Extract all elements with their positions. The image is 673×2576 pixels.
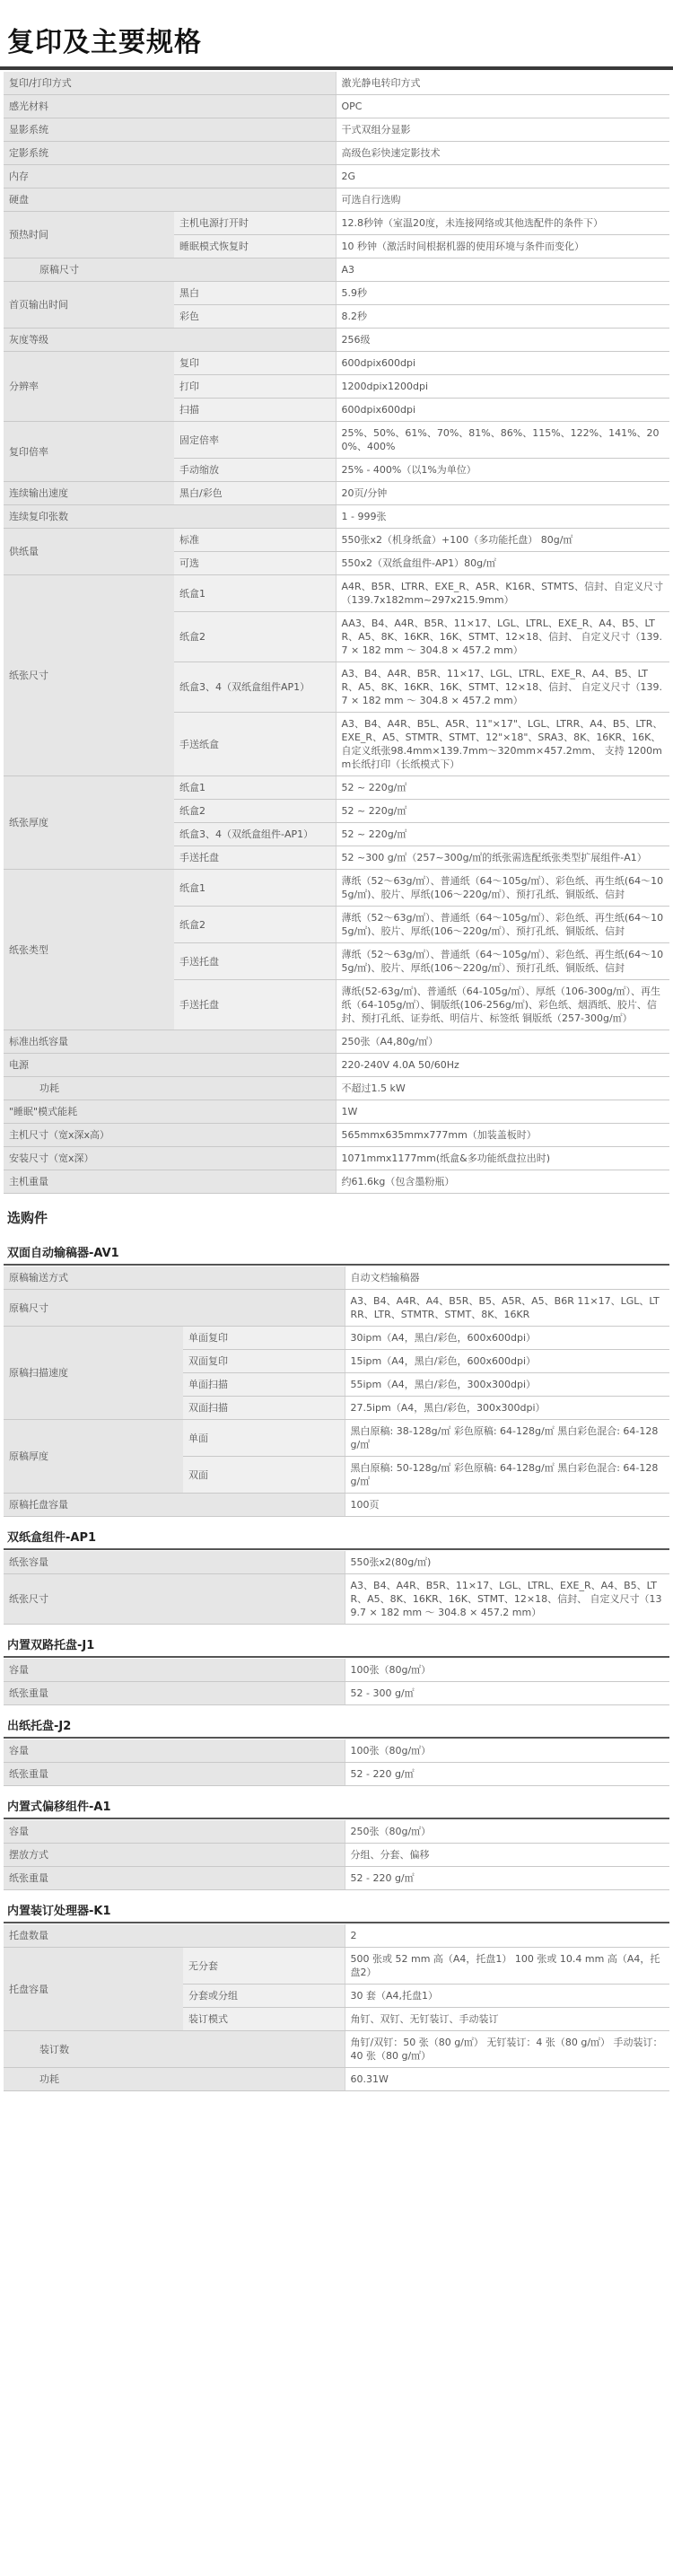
- spec-sublabel: 纸盒1: [174, 870, 336, 907]
- spec-label: 原稿托盘容量: [4, 1494, 345, 1517]
- spec-sublabel: 装订模式: [183, 2008, 345, 2031]
- spec-value: 500 张或 52 mm 高（A4，托盘1） 100 张或 10.4 mm 高（A4，托盘2）: [345, 1948, 669, 1985]
- spec-row: [4, 282, 669, 305]
- spec-value: 不超过1.5 kW: [336, 1077, 669, 1100]
- spec-value: 52 - 220 g/㎡: [345, 1763, 669, 1786]
- section-divider: [4, 1264, 669, 1266]
- spec-value: 100张（80g/㎡）: [345, 1659, 669, 1682]
- spec-value: 100页: [345, 1494, 669, 1517]
- spec-row: [4, 1327, 669, 1350]
- spec-value: 550张x2(80g/㎡): [345, 1551, 669, 1574]
- spec-value: 55ipm（A4，黑白/彩色，300x300dpi）: [345, 1373, 669, 1397]
- main-spec-table: [4, 72, 669, 1194]
- spec-row: [4, 1030, 669, 1054]
- spec-sublabel: 固定倍率: [174, 422, 336, 459]
- spec-label: 功耗: [4, 1077, 336, 1100]
- spec-label: 连续复印张数: [4, 505, 336, 529]
- spec-sublabel: 分套或分组: [183, 1985, 345, 2008]
- spec-sublabel: 纸盒2: [174, 612, 336, 662]
- spec-row: [4, 212, 669, 235]
- spec-row: [4, 482, 669, 505]
- spec-sublabel: 双面扫描: [183, 1397, 345, 1420]
- adf-table: [4, 1266, 669, 1517]
- spec-sublabel: 手送托盘: [174, 943, 336, 980]
- spec-label: 标准出纸容量: [4, 1030, 336, 1054]
- spec-value: 1W: [336, 1100, 669, 1124]
- spec-label: 电源: [4, 1054, 336, 1077]
- spec-row: [4, 1147, 669, 1170]
- spec-row: [4, 1820, 669, 1844]
- spec-sublabel: 标准: [174, 529, 336, 552]
- spec-sublabel: 手送纸盒: [174, 713, 336, 776]
- spec-row: [4, 1659, 669, 1682]
- spec-label: 摆放方式: [4, 1844, 345, 1867]
- spec-sublabel: 双面: [183, 1457, 345, 1494]
- spec-value: 250张（A4,80g/㎡）: [336, 1030, 669, 1054]
- spec-label: 显影系统: [4, 118, 336, 142]
- spec-value: 25%、50%、61%、70%、81%、86%、115%、122%、141%、200%、400%: [336, 422, 669, 459]
- spec-row: [4, 118, 669, 142]
- spec-sublabel: 纸盒3、4（双纸盒组件-AP1）: [174, 823, 336, 846]
- spec-sublabel: 手动缩放: [174, 459, 336, 482]
- spec-value: 25% - 400%（以1%为单位）: [336, 459, 669, 482]
- output-tray-table: [4, 1739, 669, 1786]
- spec-row: [4, 188, 669, 212]
- spec-row: [4, 1867, 669, 1890]
- spec-value: A4R、B5R、LTRR、EXE_R、A5R、K16R、STMTS、信封、自定义尺寸（139.7x182mm~297x215.9mm）: [336, 575, 669, 612]
- spec-sublabel: 黑白: [174, 282, 336, 305]
- spec-value: 100张（80g/㎡）: [345, 1739, 669, 1763]
- spec-value: A3、B4、A4R、A4、B5R、B5、A5R、A5、B6R 11×17、LGL、LTRR、LTR、STMTR、STMT、8K、16KR: [345, 1290, 669, 1327]
- adf-heading: 双面自动输稿器-AV1: [7, 1247, 119, 1260]
- spec-value: 550张x2（机身纸盒）+100（多功能托盘） 80g/㎡: [336, 529, 669, 552]
- spec-value: 12.8秒钟（室温20度，未连接网络或其他选配件的条件下）: [336, 212, 669, 235]
- page-title: 复印及主要规格: [7, 27, 202, 58]
- spec-value: 52 ~300 g/㎡（257~300g/㎡的纸张需选配纸张类型扩展组件-A1）: [336, 846, 669, 870]
- spec-row: [4, 2068, 669, 2091]
- spec-row: [4, 776, 669, 800]
- spec-value: 250张（80g/㎡）: [345, 1820, 669, 1844]
- spec-label: 分辨率: [4, 352, 174, 422]
- section-divider: [4, 1737, 669, 1739]
- spec-label: 装订数: [4, 2031, 345, 2068]
- spec-value: 薄纸（52～63g/㎡）、普通纸（64～105g/㎡）、彩色纸、再生纸(64～105g/㎡)、胶片、厚纸(106～220g/㎡）、预打孔纸、铜版纸、信封: [336, 907, 669, 943]
- inner-duplex-table: [4, 1659, 669, 1705]
- spec-value: 20页/分钟: [336, 482, 669, 505]
- spec-value: 1 - 999张: [336, 505, 669, 529]
- spec-label: 原稿厚度: [4, 1420, 183, 1494]
- spec-row: [4, 1494, 669, 1517]
- spec-row: [4, 1739, 669, 1763]
- spec-value: 干式双组分显影: [336, 118, 669, 142]
- spec-value: 角钉/双钉：50 张（80 g/㎡） 无钉装订：4 张（80 g/㎡） 手动装订：40 张（80 g/㎡）: [345, 2031, 669, 2068]
- spec-value: 薄纸(52-63g/㎡)、普通纸（64-105g/㎡）、厚纸（106-300g/㎡）、再生纸（64-105g/㎡）、铜版纸(106-256g/㎡)、彩色纸、烟酒纸、胶片、信封、预打孔纸、证券纸、明信片、标签纸 铜版纸（257-300g/㎡）: [336, 980, 669, 1030]
- spec-sublabel: 纸盒1: [174, 575, 336, 612]
- spec-label: 连续输出速度: [4, 482, 174, 505]
- spec-label: 纸张尺寸: [4, 575, 174, 776]
- spec-row: [4, 1844, 669, 1867]
- spec-sublabel: 纸盒3、4（双纸盒组件AP1）: [174, 662, 336, 713]
- spec-row: [4, 258, 669, 282]
- spec-sublabel: 扫描: [174, 399, 336, 422]
- spec-row: [4, 1054, 669, 1077]
- spec-label: 感光材料: [4, 95, 336, 118]
- spec-label: 纸张厚度: [4, 776, 174, 870]
- spec-label: 原稿尺寸: [4, 258, 336, 282]
- spec-row: [4, 142, 669, 165]
- spec-sublabel: 无分套: [183, 1948, 345, 1985]
- spec-sublabel: 纸盒2: [174, 800, 336, 823]
- spec-value: 可选自行选购: [336, 188, 669, 212]
- spec-value: OPC: [336, 95, 669, 118]
- spec-label: 硬盘: [4, 188, 336, 212]
- spec-value: 分组、分套、偏移: [345, 1844, 669, 1867]
- spec-sublabel: 黑白/彩色: [174, 482, 336, 505]
- spec-value: AA3、B4、A4R、B5R、11×17、LGL、LTRL、EXE_R、A4、B5、LTR、A5、8K、16KR、16K、STMT、12×18、信封、 自定义尺寸（139.7 × 182 mm ～ 304.8 × 457.2 mm）: [336, 612, 669, 662]
- spec-sublabel: 彩色: [174, 305, 336, 329]
- spec-value: 自动文档输稿器: [345, 1266, 669, 1290]
- spec-row: [4, 1682, 669, 1705]
- spec-value: 52 ~ 220g/㎡: [336, 823, 669, 846]
- spec-value: 52 ~ 220g/㎡: [336, 776, 669, 800]
- spec-value: 52 ~ 220g/㎡: [336, 800, 669, 823]
- spec-value: 10 秒钟（激活时间根据机器的使用环境与条件而变化）: [336, 235, 669, 258]
- spec-label: 纸张重量: [4, 1682, 345, 1705]
- spec-value: 30 套（A4,托盘1）: [345, 1985, 669, 2008]
- spec-value: 256级: [336, 329, 669, 352]
- spec-label: 容量: [4, 1820, 345, 1844]
- spec-sublabel: 打印: [174, 375, 336, 399]
- spec-label: 容量: [4, 1739, 345, 1763]
- spec-row: [4, 1100, 669, 1124]
- spec-label: 安装尺寸（宽x深）: [4, 1147, 336, 1170]
- spec-row: [4, 1170, 669, 1194]
- spec-label: 纸张类型: [4, 870, 174, 1030]
- spec-value: 激光静电转印方式: [336, 72, 669, 95]
- spec-sublabel: 可选: [174, 552, 336, 575]
- spec-row: [4, 529, 669, 552]
- spec-row: [4, 1290, 669, 1327]
- spec-row: [4, 1924, 669, 1948]
- spec-row: [4, 165, 669, 188]
- section-divider: [4, 1922, 669, 1923]
- spec-label: 主机重量: [4, 1170, 336, 1194]
- spec-sublabel: 单面: [183, 1420, 345, 1457]
- spec-sublabel: 手送托盘: [174, 846, 336, 870]
- spec-sublabel: 复印: [174, 352, 336, 375]
- spec-sublabel: 手送托盘: [174, 980, 336, 1030]
- spec-row: [4, 870, 669, 907]
- spec-row: [4, 1763, 669, 1786]
- spec-sublabel: 主机电源打开时: [174, 212, 336, 235]
- spec-row: [4, 329, 669, 352]
- spec-label: 功耗: [4, 2068, 345, 2091]
- spec-value: 30ipm（A4，黑白/彩色，600x600dpi）: [345, 1327, 669, 1350]
- spec-sublabel: 纸盒1: [174, 776, 336, 800]
- section-divider: [4, 1548, 669, 1550]
- spec-row: [4, 1420, 669, 1457]
- spec-label: 复印倍率: [4, 422, 174, 482]
- spec-label: 定影系统: [4, 142, 336, 165]
- spec-value: 60.31W: [345, 2068, 669, 2091]
- spec-label: 纸张容量: [4, 1551, 345, 1574]
- spec-row: [4, 505, 669, 529]
- spec-label: 原稿扫描速度: [4, 1327, 183, 1420]
- spec-value: 15ipm（A4，黑白/彩色，600x600dpi）: [345, 1350, 669, 1373]
- finisher-table: [4, 1924, 669, 2091]
- spec-value: 高级色彩快速定影技术: [336, 142, 669, 165]
- spec-row: [4, 1124, 669, 1147]
- spec-value: 550x2（双纸盒组件-AP1）80g/㎡: [336, 552, 669, 575]
- section-divider: [4, 1656, 669, 1658]
- options-heading: 选购件: [7, 1210, 48, 1226]
- spec-value: 8.2秒: [336, 305, 669, 329]
- spec-value: 52 - 220 g/㎡: [345, 1867, 669, 1890]
- spec-value: 600dpix600dpi: [336, 399, 669, 422]
- inner-duplex-heading: 内置双路托盘-J1: [7, 1639, 95, 1652]
- spec-label: 纸张重量: [4, 1867, 345, 1890]
- spec-sublabel: 单面复印: [183, 1327, 345, 1350]
- spec-row: [4, 1077, 669, 1100]
- cassette-heading: 双纸盒组件-AP1: [7, 1531, 97, 1545]
- spec-value: 2G: [336, 165, 669, 188]
- spec-value: 薄纸（52～63g/㎡）、普通纸（64～105g/㎡）、彩色纸、再生纸(64～105g/㎡)、胶片、厚纸(106～220g/㎡）、预打孔纸、铜版纸、信封: [336, 943, 669, 980]
- spec-label: 纸张尺寸: [4, 1574, 345, 1625]
- cassette-table: [4, 1551, 669, 1625]
- spec-label: 主机尺寸（宽x深x高）: [4, 1124, 336, 1147]
- spec-value: 52 - 300 g/㎡: [345, 1682, 669, 1705]
- section-divider: [4, 1818, 669, 1819]
- spec-sublabel: 睡眠模式恢复时: [174, 235, 336, 258]
- offset-table: [4, 1820, 669, 1890]
- spec-label: 供纸量: [4, 529, 174, 575]
- spec-row: [4, 1551, 669, 1574]
- output-tray-heading: 出纸托盘-J2: [7, 1720, 72, 1733]
- spec-value: A3、B4、A4R、B5R、11×17、LGL、LTRL、EXE_R、A4、B5、LTR、A5、8K、16KR、16K、STMT、12×18、信封、 自定义尺寸（139.7 × 182 mm ～ 304.8 × 457.2 mm）: [345, 1574, 669, 1625]
- spec-row: [4, 2031, 669, 2068]
- spec-sublabel: 纸盒2: [174, 907, 336, 943]
- spec-row: [4, 575, 669, 612]
- spec-label: 托盘容量: [4, 1948, 183, 2031]
- spec-value: 565mmx635mmx777mm（加装盖板时）: [336, 1124, 669, 1147]
- spec-label: 纸张重量: [4, 1763, 345, 1786]
- spec-row: [4, 1948, 669, 1985]
- spec-value: 600dpix600dpi: [336, 352, 669, 375]
- spec-value: A3: [336, 258, 669, 282]
- spec-value: 2: [345, 1924, 669, 1948]
- spec-value: 薄纸（52～63g/㎡）、普通纸（64～105g/㎡）、彩色纸、再生纸(64～105g/㎡)、胶片、厚纸(106～220g/㎡）、预打孔纸、铜版纸、信封: [336, 870, 669, 907]
- spec-sublabel: 双面复印: [183, 1350, 345, 1373]
- spec-label: 首页输出时间: [4, 282, 174, 329]
- spec-label: 容量: [4, 1659, 345, 1682]
- spec-value: 5.9秒: [336, 282, 669, 305]
- offset-heading: 内置式偏移组件-A1: [7, 1801, 111, 1814]
- spec-value: 27.5ipm（A4，黑白/彩色，300x300dpi）: [345, 1397, 669, 1420]
- spec-value: 1071mmx1177mm(纸盒&多功能纸盘拉出时): [336, 1147, 669, 1170]
- spec-value: A3、B4、A4R、B5R、11×17、LGL、LTRL、EXE_R、A4、B5、LTR、A5、8K、16KR、16K、STMT、12×18、信封、 自定义尺寸（139.7 × 182 mm ～ 304.8 × 457.2 mm）: [336, 662, 669, 713]
- spec-value: 黑白原稿: 50-128g/㎡ 彩色原稿: 64-128g/㎡ 黑白彩色混合: 64-128g/㎡: [345, 1457, 669, 1494]
- spec-row: [4, 422, 669, 459]
- spec-label: 原稿尺寸: [4, 1290, 345, 1327]
- spec-label: 内存: [4, 165, 336, 188]
- spec-label: "睡眠"模式能耗: [4, 1100, 336, 1124]
- spec-value: A3、B4、A4R、B5L、A5R、11"×17"、LGL、LTRR、A4、B5、LTR、EXE_R、A5、STMTR、STMT、12"×18"、SRA3、8K、16KR、16K、自定义纸张98.4mm×139.7mm～320mm×457.2mm、 支持 1200mm长纸打印（长纸模式下）: [336, 713, 669, 776]
- spec-row: [4, 1574, 669, 1625]
- spec-label: 原稿输送方式: [4, 1266, 345, 1290]
- spec-row: [4, 352, 669, 375]
- spec-value: 约61.6kg（包含墨粉瓶）: [336, 1170, 669, 1194]
- spec-row: [4, 1266, 669, 1290]
- spec-value: 黑白原稿: 38-128g/㎡ 彩色原稿: 64-128g/㎡ 黑白彩色混合: 64-128g/㎡: [345, 1420, 669, 1457]
- spec-value: 1200dpix1200dpi: [336, 375, 669, 399]
- spec-label: 灰度等级: [4, 329, 336, 352]
- spec-label: 预热时间: [4, 212, 174, 258]
- spec-value: 角钉、双钉、无钉装订、手动装订: [345, 2008, 669, 2031]
- spec-row: [4, 72, 669, 95]
- spec-value: 220-240V 4.0A 50/60Hz: [336, 1054, 669, 1077]
- title-divider: [0, 66, 673, 70]
- spec-sublabel: 单面扫描: [183, 1373, 345, 1397]
- finisher-heading: 内置装订处理器-K1: [7, 1905, 111, 1918]
- spec-row: [4, 95, 669, 118]
- spec-label: 托盘数量: [4, 1924, 345, 1948]
- spec-label: 复印/打印方式: [4, 72, 336, 95]
